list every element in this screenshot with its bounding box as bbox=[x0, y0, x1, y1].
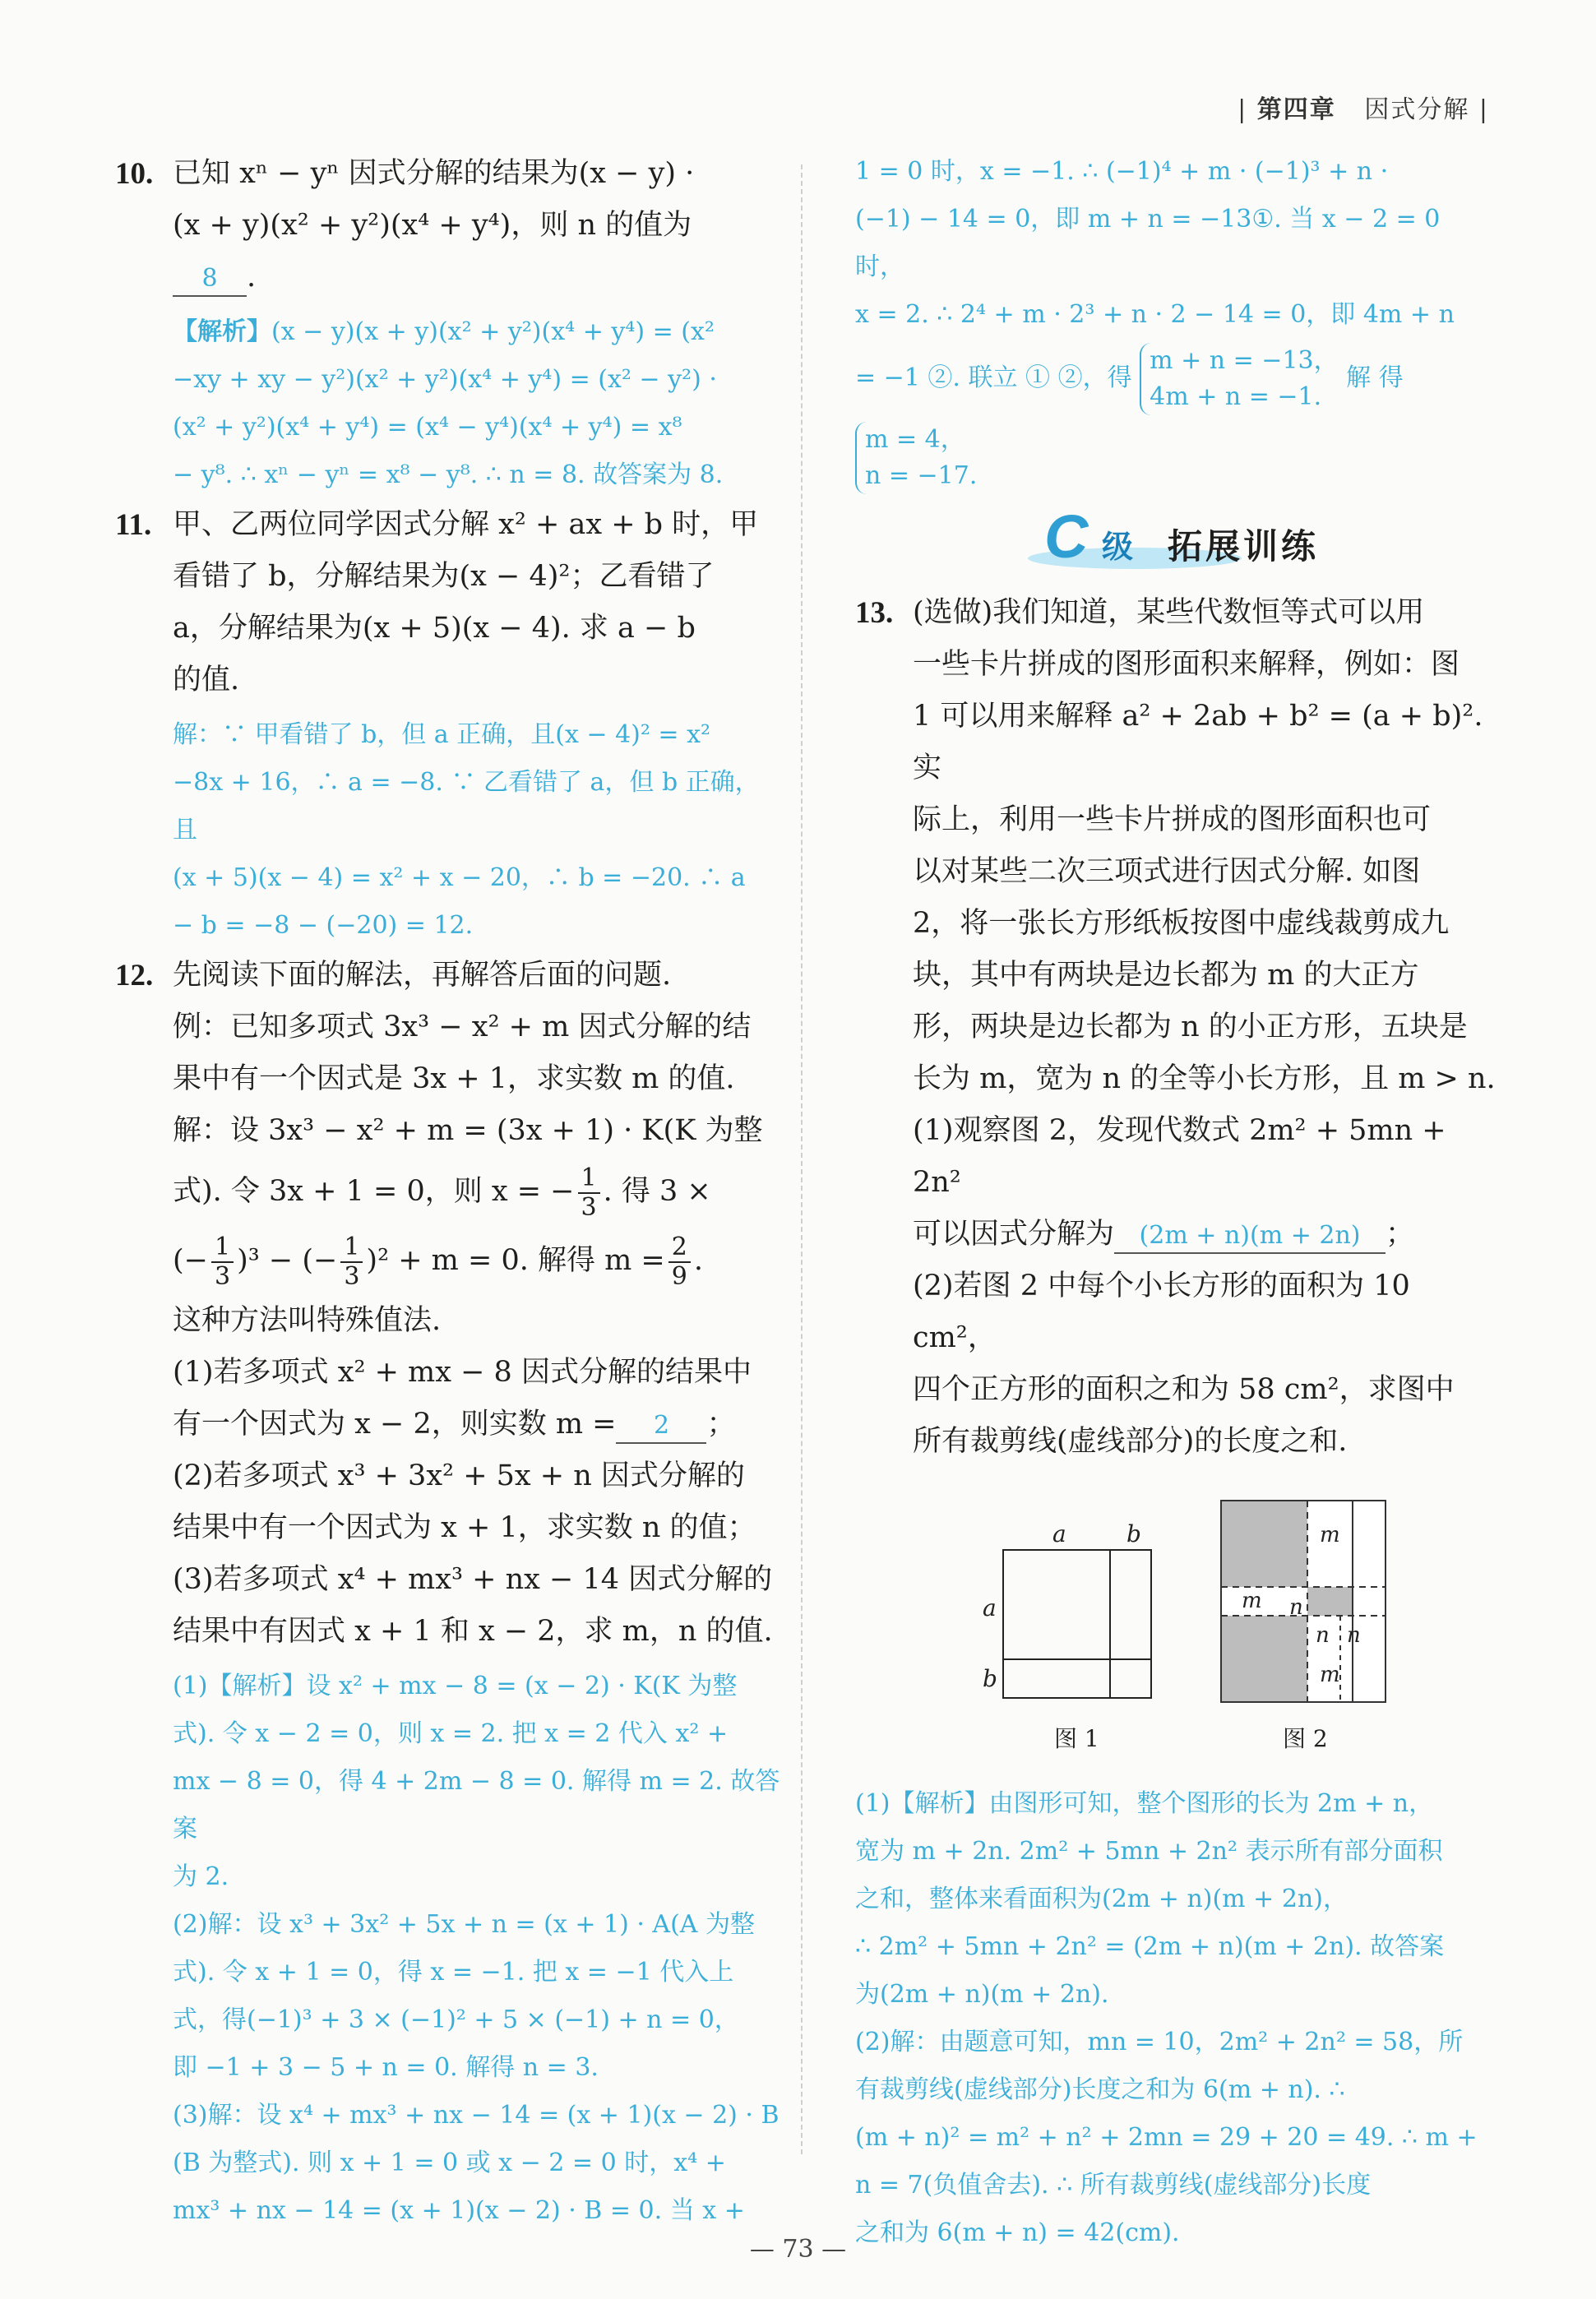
question-text: 果中有一个因式是 3x + 1，求实数 m 的值. bbox=[173, 1062, 735, 1095]
fig2-label: m bbox=[1320, 1523, 1340, 1547]
question-text: 1 可以用来解释 a² + 2ab + b² = (a + b)². 实 bbox=[913, 700, 1483, 784]
column-divider bbox=[801, 164, 803, 2154]
solution-10 bbox=[115, 308, 781, 499]
solution-text: 即 −1 + 3 − 5 + n = 0. 解得 n = 3. bbox=[173, 2053, 599, 2082]
question-text: 先阅读下面的解法，再解答后面的问题. bbox=[173, 959, 672, 992]
question-text: 结果中有一个因式为 x + 1，求实数 n 的值； bbox=[173, 1511, 756, 1544]
solution-text: 解 得 bbox=[1346, 363, 1404, 392]
equation-system: m + n = −13， 4m + n = −1. bbox=[1140, 343, 1339, 415]
question-13 bbox=[855, 587, 1497, 1468]
solution-12-continued bbox=[855, 148, 1497, 497]
solution-text: (x + 5)(x − 4) = x² + x − 20，∴ b = −20. ∴ a bbox=[173, 863, 746, 892]
figure-2-caption: 图 2 bbox=[1283, 1725, 1328, 1752]
fraction: $\frac{1}{3}$ bbox=[211, 1233, 234, 1291]
fig2-label: n bbox=[1316, 1623, 1330, 1648]
solution-text: mx³ + nx − 14 = (x + 1)(x − 2) · B = 0. 当 x + bbox=[173, 2196, 745, 2225]
solution-12 bbox=[115, 1663, 781, 2235]
question-text: 长为 m，宽为 n 的全等小长方形，且 m > n. bbox=[913, 1062, 1496, 1095]
solution-text: − y⁸. ∴ xⁿ − yⁿ = x⁸ − y⁸. ∴ n = 8. 故答案为 8. bbox=[173, 460, 724, 489]
question-text: (1)若多项式 x² + mx − 8 因式分解的结果中 bbox=[173, 1356, 752, 1389]
answer-blank: 8 bbox=[173, 262, 247, 297]
solution-text: 宽为 m + 2n. 2m² + 5mn + 2n² 表示所有部分面积 bbox=[855, 1837, 1443, 1866]
chapter-title: 因式分解 bbox=[1364, 95, 1470, 124]
figures-svg bbox=[855, 1484, 1497, 1772]
question-number: 12. bbox=[115, 959, 154, 992]
question-text: 式). 令 3x + 1 = 0，则 x = − bbox=[173, 1175, 575, 1208]
question-text: 有一个因式为 x − 2，则实数 m = bbox=[173, 1408, 617, 1441]
fig1-label-b-left: b bbox=[983, 1665, 997, 1692]
question-text: 可以因式分解为 bbox=[913, 1218, 1115, 1251]
question-text: 的值. bbox=[173, 664, 240, 696]
solution-text: (−1) − 14 = 0，即 m + n = −13①. 当 x − 2 = 0 时， bbox=[855, 205, 1441, 281]
solution-text: (1)【解析】由图形可知，整个图形的长为 2m + n， bbox=[855, 1789, 1434, 1818]
page-number: — 73 — bbox=[749, 2235, 847, 2264]
right-column bbox=[855, 148, 1497, 2257]
solution-text: ∴ 2m² + 5mn + 2n² = (2m + n)(m + 2n). 故答案 bbox=[855, 1932, 1445, 1961]
question-12 bbox=[115, 950, 781, 1658]
solution-text: (x − y)(x + y)(x² + y²)(x⁴ + y⁴) = (x² bbox=[271, 317, 715, 346]
answer-blank: 2 bbox=[616, 1409, 706, 1444]
fraction: $\frac{1}{3}$ bbox=[578, 1164, 600, 1222]
question-text: )² + m = 0. 解得 m = bbox=[366, 1244, 665, 1277]
solution-text: (B 为整式). 则 x + 1 = 0 或 x − 2 = 0 时，x⁴ + bbox=[173, 2149, 726, 2177]
solution-tag: 【解析】 bbox=[173, 317, 271, 346]
solution-text: = −1 ②. 联立 ① ②，得 bbox=[855, 363, 1132, 392]
question-text: . 得 3 × bbox=[603, 1175, 711, 1208]
question-text: (− bbox=[173, 1244, 208, 1277]
question-text: ； bbox=[706, 1408, 736, 1441]
solution-text: 式). 令 x + 1 = 0，得 x = −1. 把 x = −1 代入上 bbox=[173, 1958, 734, 1987]
answer-blank: (2m + n)(m + 2n) bbox=[1114, 1219, 1386, 1254]
question-text: 一些卡片拼成的图形面积来解释，例如：图 bbox=[913, 648, 1460, 681]
solution-text: (m + n)² = m² + n² + 2mn = 29 + 20 = 49. ∴ m + bbox=[855, 2123, 1478, 2152]
fig2-label: n bbox=[1347, 1623, 1361, 1648]
level-grade: 级 bbox=[1102, 528, 1134, 565]
figure-1 bbox=[983, 1520, 1151, 1698]
level-title: 拓展训练 bbox=[1168, 526, 1320, 567]
question-text: (x + y)(x² + y²)(x⁴ + y⁴)，则 n 的值为 bbox=[173, 209, 692, 242]
solution-text: 式). 令 x − 2 = 0，则 x = 2. 把 x = 2 代入 x² + bbox=[173, 1719, 729, 1748]
solution-text: −xy + xy − y²)(x² + y²)(x⁴ + y⁴) = (x² − y²) · bbox=[173, 365, 717, 394]
solution-text: 式，得(−1)³ + 3 × (−1)² + 5 × (−1) + n = 0， bbox=[173, 2005, 739, 2034]
question-number: 13. bbox=[855, 596, 894, 630]
question-11 bbox=[115, 499, 781, 706]
level-letter: C bbox=[1044, 502, 1089, 571]
question-text: (3)若多项式 x⁴ + mx³ + nx − 14 因式分解的 bbox=[173, 1563, 773, 1596]
solution-text: x = 2. ∴ 2⁴ + m · 2³ + n · 2 − 14 = 0，即 4m + n bbox=[855, 300, 1455, 329]
figure-1-caption: 图 1 bbox=[1054, 1725, 1099, 1752]
fig2-label: n bbox=[1289, 1595, 1303, 1620]
fraction: $\frac{2}{9}$ bbox=[668, 1233, 691, 1291]
solution-text: mx − 8 = 0，得 4 + 2m − 8 = 0. 解得 m = 2. 故答案 bbox=[173, 1767, 780, 1843]
solution-text: −8x + 16，∴ a = −8. ∵ 乙看错了 a，但 b 正确，且 bbox=[173, 768, 760, 844]
fig2-label: m bbox=[1242, 1589, 1262, 1613]
question-text: 所有裁剪线(虚线部分)的长度之和. bbox=[913, 1425, 1348, 1458]
question-text: 块，其中有两块是边长都为 m 的大正方 bbox=[913, 959, 1419, 992]
solution-text: 之和，整体来看面积为(2m + n)(m + 2n)， bbox=[855, 1885, 1348, 1913]
question-text: (选做)我们知道，某些代数恒等式可以用 bbox=[913, 596, 1425, 629]
question-text: 以对某些二次三项式进行因式分解. 如图 bbox=[913, 855, 1421, 888]
figure-2 bbox=[1221, 1501, 1386, 1702]
fig1-label-a-left: a bbox=[983, 1594, 997, 1621]
solution-text: (3)解：设 x⁴ + mx³ + nx − 14 = (x + 1)(x − 2) · B bbox=[173, 2101, 779, 2130]
solution-text: (x² + y²)(x⁴ + y⁴) = (x⁴ − y⁴)(x⁴ + y⁴) = x⁸ bbox=[173, 413, 682, 442]
question-10: 10. 已知 xⁿ − yⁿ 因式分解的结果为(x − y) · (x + y)(x² + y²)(x⁴ + y⁴)，则 n 的值为 8 . bbox=[115, 148, 781, 303]
solution-text: 1 = 0 时，x = −1. ∴ (−1)⁴ + m · (−1)³ + n · bbox=[855, 157, 1389, 186]
left-column bbox=[115, 148, 781, 2235]
question-text: 形，两块是边长都为 n 的小正方形，五块是 bbox=[913, 1011, 1468, 1043]
question-number: 11. bbox=[115, 508, 152, 542]
question-text: 解：设 3x³ − x² + m = (3x + 1) · K(K 为整 bbox=[173, 1114, 763, 1147]
equation-system: m = 4， n = −17. bbox=[855, 422, 977, 494]
solution-text: 为(2m + n)(m + 2n). bbox=[855, 1980, 1109, 2009]
level-c-banner bbox=[1044, 502, 1497, 576]
solution-11 bbox=[115, 711, 781, 950]
solution-text: 解：∵ 甲看错了 b，但 a 正确，且(x − 4)² = x² bbox=[173, 720, 711, 749]
question-text: ； bbox=[1386, 1218, 1415, 1251]
solution-text: (1)【解析】设 x² + mx − 8 = (x − 2) · K(K 为整 bbox=[173, 1672, 738, 1700]
fig1-label-a-top: a bbox=[1052, 1520, 1066, 1547]
page-number-value: 73 bbox=[782, 2235, 814, 2264]
solution-text: (2)解：设 x³ + 3x² + 5x + n = (x + 1) · A(A 为整 bbox=[173, 1910, 755, 1939]
question-text: (1)观察图 2，发现代数式 2m² + 5mn + 2n² bbox=[913, 1114, 1446, 1199]
question-text: )³ − (− bbox=[237, 1244, 338, 1277]
solution-text: 之和为 6(m + n) = 42(cm). bbox=[855, 2218, 1180, 2247]
question-text: 甲、乙两位同学因式分解 x² + ax + b 时，甲 bbox=[173, 508, 759, 541]
question-text: 四个正方形的面积之和为 58 cm²，求图中 bbox=[913, 1373, 1455, 1406]
fraction: $\frac{1}{3}$ bbox=[340, 1233, 363, 1291]
solution-text: n = 7(负值舍去). ∴ 所有裁剪线(虚线部分)长度 bbox=[855, 2171, 1372, 2200]
solution-text: 有裁剪线(虚线部分)长度之和为 6(m + n). ∴ bbox=[855, 2075, 1345, 2104]
question-text: 这种方法叫特殊值法. bbox=[173, 1304, 442, 1337]
fig2-label: m bbox=[1320, 1663, 1340, 1687]
question-text: a，分解结果为(x + 5)(x − 4). 求 a − b bbox=[173, 612, 696, 645]
solution-text: 为 2. bbox=[173, 1862, 229, 1891]
figures bbox=[855, 1484, 1497, 1772]
solution-text: (2)解：由题意可知，mn = 10，2m² + 2n² = 58，所 bbox=[855, 2028, 1464, 2056]
question-number: 10. bbox=[115, 157, 154, 191]
solution-text: − b = −8 − (−20) = 12. bbox=[173, 911, 474, 940]
question-text: 看错了 b，分解结果为(x − 4)²；乙看错了 bbox=[173, 560, 715, 593]
question-text: 2，将一张长方形纸板按图中虚线裁剪成九 bbox=[913, 907, 1450, 940]
question-text: . bbox=[693, 1244, 703, 1277]
fig1-label-b-top: b bbox=[1126, 1520, 1141, 1547]
solution-13 bbox=[855, 1780, 1497, 2257]
page-header: | 第四章 因式分解 | bbox=[1237, 95, 1489, 124]
question-text: 际上，利用一些卡片拼成的图形面积也可 bbox=[913, 803, 1432, 836]
question-text: 例：已知多项式 3x³ − x² + m 因式分解的结 bbox=[173, 1011, 752, 1043]
question-text: (2)若图 2 中每个小长方形的面积为 10 cm²， bbox=[913, 1270, 1410, 1354]
question-text: 结果中有因式 x + 1 和 x − 2，求 m，n 的值. bbox=[173, 1615, 773, 1648]
question-text: 已知 xⁿ − yⁿ 因式分解的结果为(x − y) · bbox=[173, 157, 695, 190]
question-text: (2)若多项式 x³ + 3x² + 5x + n 因式分解的 bbox=[173, 1459, 745, 1492]
chapter-label: 第四章 bbox=[1256, 95, 1336, 124]
